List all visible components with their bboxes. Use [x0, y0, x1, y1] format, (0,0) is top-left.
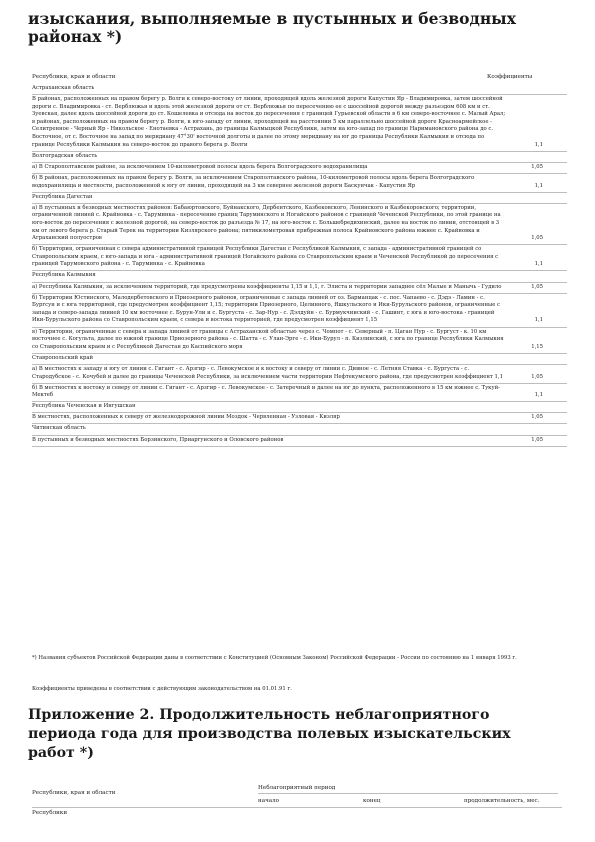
row-coefficient: 1,15 [531, 343, 543, 350]
table-row [32, 328, 567, 354]
region-heading-row [32, 193, 567, 204]
table-row [32, 95, 567, 152]
table-row [32, 413, 567, 424]
region-name: Ставропольский край [32, 354, 94, 361]
region-name: Республика Дагестан [32, 193, 93, 200]
page-title: изыскания, выполняемые в пустынных и безводных районах *) [28, 9, 516, 46]
row-coefficient: 1,05 [531, 373, 543, 380]
row-description: В пустынных и безводных местностях Борзинского, Приаргунского и Оловского районов [32, 436, 284, 443]
region-heading-row [32, 354, 567, 365]
table-row [32, 294, 567, 328]
region-heading-row [32, 402, 567, 413]
table-row [32, 245, 567, 271]
column-header-end: конец [363, 798, 381, 804]
region-heading-row [32, 84, 567, 95]
column-header-coef: Коэффициенты [487, 74, 533, 80]
region-name: Астраханская область [32, 85, 95, 91]
row-description: а) В местностях к западу и югу от линии с. Гигант - с. Арзгир - с. Левокумское и к востоку и северу от линии с. Дивное - с. Летняя Ставка - с. Бургуста - с. Стародубское - с. Кочубей и далее до границы Чеченской Республики, за исключением части территории Нефтекумского района, где предусмотрен коэффициент 1,1 [32, 365, 503, 380]
region-heading-row [32, 152, 567, 163]
column-header-region-2: Республики, края и области [32, 790, 116, 796]
row-description: В местностях, расположенных к северу от железнодорожной линии Моздок - Червленная - Узловая - Кизляр [32, 414, 340, 421]
row-coefficient: 1,1 [534, 392, 543, 399]
row-coefficient: 1,1 [534, 182, 543, 189]
column-header-region: Республики, края и области [32, 74, 116, 80]
column-header-duration: продолжительность, мес. [464, 798, 540, 804]
region-name: Республика Калмыкия [32, 272, 96, 279]
row-description: б) В районах, расположенных на правом берегу р. Волги, за исключением Старополтавского района, 10-километровой полосы вдоль берега Волгоградского водохранилища и местности, расположенной к югу от линии, проходящей на 3 км севернее железной дороги Баскунчак - Капустин Яр [32, 174, 475, 189]
footnote: *) Названия субъектов Российской Федерации даны в соответствии с Конституцией (Основным Законом) Российской Федерации - России по состоянию на 1 января 1993 г. [32, 655, 517, 661]
coefficients-table [32, 84, 567, 447]
row-coefficient: 1,1 [534, 317, 543, 324]
table-row [32, 436, 567, 447]
appendix-first-row: Республики [32, 810, 68, 816]
row-description: б) Территории Юстинского, Малодербетовского и Приозерного районов, ограниченные с запада линией от оз. Барманцак - с. пос. Чапаево - с. Дэдэ - Ламин - с. Бургсун и с юга территорией, где предусмотрен коэффициент 1,15; территории Приозерного, Целинного, Яшкульского и Ики-Бурульского районов, ограниченные с запада и северо-запада линией 10 км восточнее с. Бурун-Ули и с. Бургуста - с. Зар-Нур - с. Дэлдуйн - с. Бурмукчииский - с. Гашинт, с юга и юго-востока - границей Ики-Бурульского района со Ставропольским краем, с севера и востока территорией, где предусмотрен коэффициент 1,15 [32, 294, 501, 324]
row-coefficient: 1,1 [534, 141, 543, 148]
region-name: Читинская область [32, 425, 86, 432]
row-description: а) Республика Калмыкия, за исключением территорий, где предусмотрены коэффициенты 1,15 и 1,1, г. Элиста и территории западнее сёл Малые и Манычь - Гудило [32, 283, 502, 290]
column-header-start: начало [258, 798, 280, 804]
row-description: а) В Старополтавском районе, за исключением 10-километровой полосы вдоль берега Волгоградского водохранилища [32, 163, 368, 170]
row-coefficient: 1,05 [531, 235, 543, 242]
region-name: Республика Чеченская и Ингушская [32, 403, 136, 410]
row-coefficient: 1,05 [531, 163, 543, 170]
row-coefficient: 1,05 [531, 414, 543, 421]
row-coefficient: 1,1 [534, 261, 543, 268]
table-row [32, 283, 567, 294]
appendix-table-divider [32, 807, 562, 808]
period-header-divider [258, 793, 558, 794]
region-heading-row [32, 271, 567, 282]
legislation-note: Коэффициенты приведены в соответствии с действующим законодательством на 01.01.91 г. [32, 686, 292, 692]
table-row [32, 384, 567, 403]
region-heading-row [32, 424, 567, 435]
row-description: В районах, расположенных на правом берегу р. Волги к северо-востоку от линии, проходящей вдоль железной дороги Капустин Яр - Владимировка, затем шоссейной дороги с. Владимировка - ст. Верблюжья и вдоль этой железной дороги от ст. Верблюжья по пересечению ее с шоссейной дорогой между разъездом 608 км и ст. Зуевская, далее вдоль шоссейной дороги до ст. Кошелевка и отсюда на восток до пересечения с границей Гурьевской области в 6 км северо-восточнее с. Малый Арал; в районах, расположенных на правом берегу р. Волги, к юго-западу от линии, проходящей на расстоянии 5 км параллельно шоссейной дороге Красноармейское - Селитренное - Черный Яр - Никольское - Енотаевка - Астрахань, до границы Калмыцкой Республики, затем на юго-запад по границе Наримановского района до с. Восточное, от с. Восточное на запад по меридиану 47°30' восточной долготы и далее по этому меридиану на юг до границы Республики Калмыкия и отсюда по границе Республики Калмыкия на северо-восток до правого берега р. Волги [32, 96, 506, 148]
table-row [32, 204, 567, 245]
region-name: Волгоградская область [32, 152, 98, 159]
row-coefficient: 1,05 [531, 436, 543, 443]
row-coefficient: 1,05 [531, 283, 543, 290]
row-description: а) В пустынных и безводных местностях районов: Бабаюртовского, Буйнакского, Дербентского, Казбековского, Ленинского и Казбекоровского; территории, ограниченной линией с. Крайновка - с. Таруминка - пересечение границ Таруминского и Ногайского районов с границей Чеченской Республики, по этой границе на юго-восток до пересечения с железной дорогой, на северо-восток до разъезда № 17, на юго-восток с. Большебредихинский, далее на восток по линии, отстоящей в 3 км от левого берега р. Старый Терек на территории Кизлярского района; пятикилометровая прибрежная полоса Крайновского района южнее с. Крайновка и Аграханский полуостров [32, 204, 501, 242]
row-description: б) В местностях к востоку и северу от линии с. Гигант - с. Арзгир - с. Левокумское - с. Затеречный и далее на юг до пункта, расположенного в 15 км южнее с. Тукуй-Мектеб [32, 384, 500, 399]
row-description: б) Территория, ограниченная с севера административной границей Республики Дагестан с Республикой Калмыкия, с запада - административной границей со Ставропольским краем, с юго-запада и юга - административной границей Ногайского района со Ставропольским краем и Чеченской Республикой до пересечения с границей Тарумовского района - с. Таруминка - с. Крайновка [32, 246, 499, 268]
table-row [32, 365, 567, 384]
table-row [32, 163, 567, 174]
row-description: в) Территории, ограниченные с севера и запада линией от границы с Астраханской областью через с. Чомпот - с. Северный - п. Цаган Нур - с. Бургуст - к. 10 км восточнее с. Когульта, далее по южной границе Приозерного района - с. Шатта - с. Улан-Эрге - с. Ики-Бурул - п. Кизлинский, с юга по границе Республики Калмыкия со Ставропольским краем и с Республикой Дагестан до Каспийского моря [32, 328, 504, 350]
table-row [32, 174, 567, 193]
column-header-period: Неблагоприятный период [258, 785, 336, 791]
appendix-2-title: Приложение 2. Продолжительность неблагоприятного периода года для производства полевых изыскательских работ *) [28, 707, 511, 761]
